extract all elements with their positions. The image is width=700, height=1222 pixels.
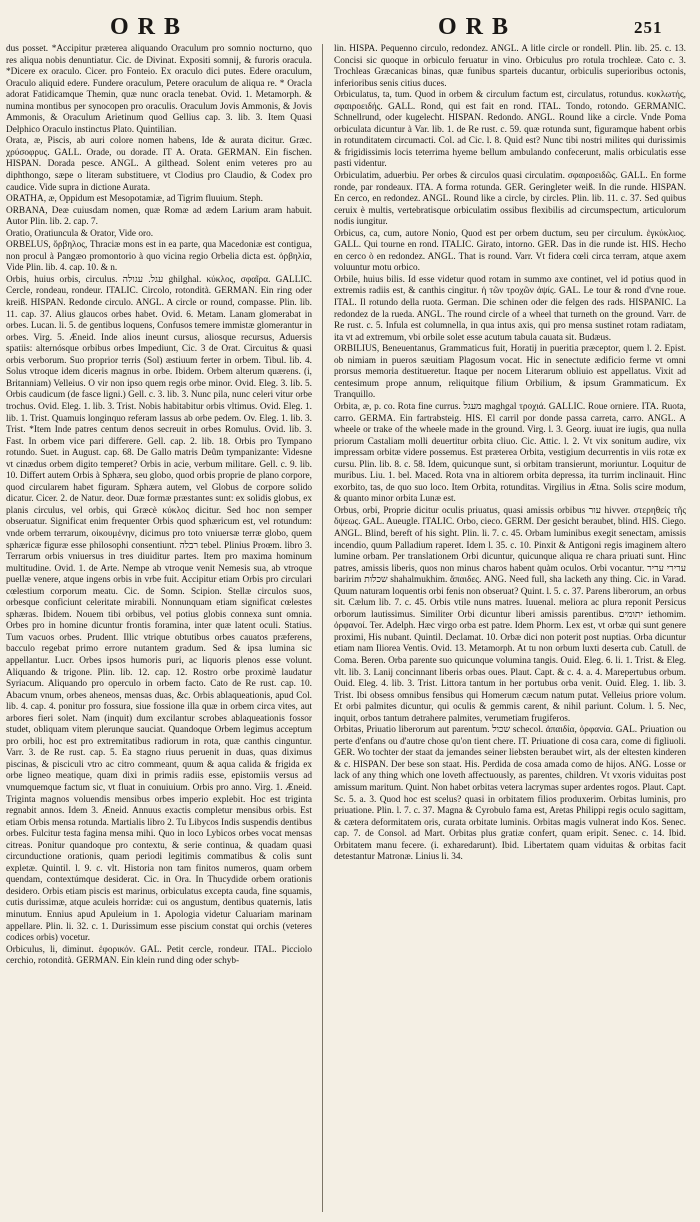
- left-column: [6, 44, 312, 1212]
- entry-orbita: Orbita, æ, p. co. Rota fine currus. מעגל maghgal τροχιά. GALLIC. Roue orniere. ITA. Ruota, carro. GERMA. Ein fartrabsteig. HIS. El carril por donde passa carreta, carro. ANGL. A wheele or trake of the wheele made in the ground. Virg. l. 3. Georg. iuuat ire iugis, qua nulla priorum Castaliam molli deuertitur orbita cliuo. Cic. Attic. l. 2. Vt vix sonitum audire, vix impressam orbitæ videre possemus. Est præterea Orbita, vestigium decurrentis in viis rotæ ex cursu. Plin. lib. 8. c. 58. Idem, quicunque sunt, si orbitam transierunt, moriuntur. Loquitur de muribus. Liu. 1. bel. Maced. Rota vna in altiorem orbita depressa, ita turrim inclinauit. Hinc exorbito, tas, de quo suo loco. Item Orbita, rotunditas. Virgilius in Ætna. Solis scire modum, & quanto minor orbita Lunæ est.: [334, 401, 686, 505]
- entry-orbana: ORBANA, Deæ cuiusdam nomen, quæ Romæ ad ædem Larium aram habuit. Autor Plin. lib. 2. cap. 7.: [6, 205, 312, 228]
- entry-orbiculatim: Orbiculatim, aduerbiu. Per orbes & circulos quasi circulatim. σφαιροειδῶς. GALL. En forme ronde, par rondeaux. ITA. A forma rotunda. GER. Geringleter weiß. In die runde. HISPAN. En cerco, en redondez. ANGL. Round like a circle, by circles. Plin. lib. 11. c. 37. Sed quibus ceruix è multis, vertebratisque orbiculatim ossibus flexibilis ad circumspectum, articulorum nodis iungitur.: [334, 171, 686, 228]
- running-head-left: ORB: [110, 14, 190, 40]
- running-head-right: ORB: [438, 14, 518, 40]
- entry-orbiculus: Orbiculus, li, diminut. ἐφορικόν. GAL. Petit cercle, rondeur. ITAL. Picciolo cerchio, rotondità. GERMAN. Ein klein rund ding oder schyb-: [6, 944, 312, 967]
- right-column: [334, 44, 686, 1212]
- entry-orbicus: Orbicus, ca, cum, autore Nonio, Quod est per orbem ductum, seu per circulum. ἐγκύκλιος. GALL. Qui tourne en rond. ITALIC. Girato, intorno. GER. Das in die runde ist. HIS. Hecho en cerco ò en redondez. ANGL. That is round. Varr. Vt fidera cœli circa terram, atque axem voluuntur motu orbico.: [334, 228, 686, 274]
- entry-oraculum-cont: dus posset. *Accipitur præterea aliquando Oraculum pro somnio nocturno, quo res aliqua nobis denuntiatur. Cic. de Divinat. Expositi somnij, & furoris oracula. *Dicere ex oraculo. Cicer. pro Fonteio. Ex oraculo dici putes. Edere oraculum, Oraculo aliquid edere. Fundere oraculum, Petere oraculum de aliqua re. * Oracla adorat Fatidicamque Themin, quæ nunc oracla tenebat. Ovid. 1. Metamorph. & numina montibus per synocopen pro oraculis. Oraculum Jovis Ammonis, & Jovis Ammonis, & Oraculum Arietinum quod Gellius cap. 3. lib. 3. Item Quasi Delphico Oraculo instinctus Plato. Quintilian.: [6, 44, 312, 135]
- entry-orbilius: ORBILIUS, Beneuentanus, Grammaticus fuit, Horatij in pueritia præceptor, quem l. 2. Epist. ob nimiam in pueros sæuitiam Plagosum vocat. Hic in senectute ædificio ferme vt omni prorsus memoria destitueretur. Itaque per nocem Literarum obliuio est appellatus. Vixit ad centesimum prope annum, reliquitque filium Orbilium, & ipsum Grammaticum. Ex Tranquillo.: [334, 344, 686, 401]
- entry-orbus: Orbus, orbi, Proprie dicitur oculis priuatus, quasi amissis orbibus עור hivver. στερηθείς τῆς ὄψεως. GAL. Aueugle. ITALIC. Orbo, cieco. GERM. Der gesicht beraubet, blind. HIS. Ciego. ANGL. Blind, bereft of his sight. Plin. li. 7. c. 45. Orbam luminibus exegit senectam, amissis incendio, quum Palladium raperet. Idem l. 35. c. 10. Pinxit & Antigoni regis imaginem altero lumine orbam. Per translationem Orbi dicuntur, quicunque aliqua re chara priuati sunt. Hinc patres, amissis liberis, quos non minus charos habent quàm oculos. Orbi vocantur. ערירי עריר baririm שכלות shahalmukhim. ἄπαιδες. ANG. Need full, sha lacketh any thing. Cic. in Varad. Quum naturam loquentis orbi fenis non obseruat? Quint. l. 5. c. 37. Parens liberorum, an orbus sit. Cælum lib. 7. c. 45. Orbis vtile nuns matres. Iuuenal. meliora ac plura reponit Persicus orborum lautissimus. Similiter Orbi dicuntur liberi amissis parentibus. יתומים iethomim. ὀρφανοί. Ter. Adelph. Hæc virgo orba est patre. Idem Phorm. Lex est, vt orbæ qui sunt genere proximi, His nubant. Quintil. Declamat. 10. Orbæ dici non poterit post nuptias. Orba dicuntur etiam nam Iliorea Ventis. Ovid. 13. Metamorph. At tu non orbum luxti deserta cub. Catull. de Coma. Beren. Orba parente suo quicunque volumina tangis. Ouid. Eleg. 6. li. 1. Trist. & Eleg. vlt. lib. 3. Lanij concinnant liberis orbas oues. Plaut. Capt. & c. 4. a. 4. Marepertubus orbum. Ouid. Eleg. 4. lib. 3. Trist. Littora tantum in her portubus orba venit. Ouid. Eleg. 1. lib. 3. Trist. Ibi obsess omnibus fensibus qui Homerum cæcum natum putat. Velleius priore volum. Et orbi palmites dicuntur, qui oculis & gemmis carent, & nihil pariunt. Colum. l. 5. Nec, inquit, orbos tantum detrahere palmites, verumetiam frugiferos.: [334, 505, 686, 724]
- entry-orbile: Orbile, huius bilis. Id esse videtur quod rotam in summo axe continet, vel id potius quod in extremis radiis est, & canthis cingitur. ἡ τῶν τροχῶν ἀψίς. GAL. Le tour & rond d'vne roue. ITAL. Il rotundo della ruota. German. Die schinen oder die felgen des rads. HISPANIC. La redondez de la rueda. ANGL. The round circle of a wheel that turneth on the ground. Varr. de Re rust. c. 5. Infula est columnella, in qua intus axis, qui pro mensa sustinet rotam radiatam, ita vt ad extremum, vbi orbile solet esse acutum tabula cauata sit. Budæus.: [334, 274, 686, 343]
- entry-orbis: Orbis, huius orbis, circulus. עגל. עגולה ghilghal. κύκλος, σφαῖρα. GALLIC. Cercle, rondeau, rondeur. ITALIC. Circolo, rotondità. GERMAN. Ein ring oder kreiß. HISPAN. Redonde circulo. ANGL. A circle or round, compasse. Plin. lib. 11. cap. 37. Alius glaucos orbes habet. Ovid. 6. Metam. Lanam glomerabat in orbes. Lucan. li. 5. de gentibus loquens, Confusos temere immistæ glomerantur in orbes. Virg. 5. Æneid. Inde alios ineunt cursus, aliosque recursus, Aduersis spatiis: alternósque orbibus orbes Impediunt, Cic. 3 de Orat. Circuitus & quasi orbis verborum. Suo proprior terris (Sol) æstiuum ferter in orbem. Tibul. lib. 4. Solus vtroque idem diceris magnus in orbe. Ibidem. Orbem alterum quærens. (i, Britanniam) Velleius. O vir non ipso quem regis orbe minor. Ovid. Eleg. 3. lib. 5. Orbis caudicum (de fasce ligni.) Gell. c. 3. lib. 3. Nunc pila, nunc celeri vitur orbe trochus. Ovid. Eleg. 1. lib. 3. Trist. Nobis habitabitur orbis vltimus. Ovid. Eleg. 1. lib. 1. Trist. Quamuis longinquo referam lassus ab orbe pedem. Ov. Eleg. 1. lib. 3. Trist. *Item Inde patres centum denos secreuit in orbes Romulus. Ovid. lib. 3. Fast. In orbem vice pari differere. Gell. cap. 2. lib. 18. Orbis pro Tympano rotundo. Suet. in August. cap. 68. De Gallo matris Deûm tympanizante: Videsne vt cinædus orbem digito temperet? Orbis in acie, verbum militare. Gell. c. 9. lib. 10. Differt autem Orbis à Sphæra, seu globo, quod orbis proprie de plano corpore, quod circularem habet figuram. Sphæra autem, vel Globus de corpore solido dicatur. Cicer. 2. de Natur. deor. Duæ formæ præstantes sunt: ex solidis globus, ex planis circulus, vel orbis, qui Græcè κύκλος dicitur. Sed hoc non semper obseruatur. Significat enim frequenter Orbis quod sphæricum est, vel rotundum: vnde orbem terrarum, οἰκουμένην, dicimus pro toto vniuersæ terræ globo, quem sphæricæ figuræ esse philosophi consentiunt. רבלה tebel. Plinius Proœm. libro 3. Terrarum orbis vniuersus in tres diuiditur partes. Item pro maxima hominum multitudine. Ovid. 1. de Arte. Nempe ab vtroque venit Nemesis sua, ab vtroque puellæ venere, atque ingens orbis in vrbe fuit. Accipitur etiam Orbis pro circulari cœlestium corporum meatu. Cic. de Somn. Scipion. Stellæ circulos suos, orbesque conficiunt celeritate mirabili. Nonnunquam etiam significat cœlestes sphæras. Ibidem. Nouem tibi orbibus, vel potius globis connexa sunt omnia. Orbes pro in homine dicuntur frontis foramina, inter quæ latent oculi. Statius. Tum vacuos orbes. Prudent. Illic vtrique obtutibus orbes cauatos præferens, bacculo regebat primo errore nutantem gradum. Sed & ipsa lumina sic appellantur. Lucr. Orbes ipsos humoris puri, ac liquoris plenos esse volunt. Aliquando & trigone. Plin. lib. 12. cap. 12. Rostro orbe proximè laudatur Syriacum. Aliquando pro operculo in orbem facto. Cato de Re rust. cap. 10. Abacum vnum, orbes aheneos, mensas duas, &c. Orbis ablaqueationis, apud Col. lib. 4. cap. 4. ponitur pro fossura, siue fossione illa quæ in orbem circa vites, aut arbores fieri solet. Nam (inquit) dum excilantur scrobes ablaqueationis fossor studet, obliquam vitem plerunque sauciat. Quandoque Orbem legimus acceptum pro orbili, hoc est pro extremitatibus radiorum in rota, quæ canthis cinguntur. Varr. 3. de Re rust. cap. 5. Ea stagno riuus peruenit in duas, quas diximus piscinas, & pisciculi vtro ac citro commeant, quum & aqua calida & frigida ex orbe ligneo meatique, quam dixi in primis radiis esse, epistomiis versus ad vnumquemque factum sic, vt fluat in conuiuium. Orbis pro anno. Virg. 1. Æneid. Triginta magnos voluendis mensibus orbes imperio explebit. Hoc est triginta regnabit annos. Idem 3. Æneid. Annuus exactis completur mensibus orbis. Est etiam Orbis mensa rotunda. Martialis libro 2. Tu Libycos Indis suspendis dentibus orbes. Fulcitur testa fagina mensa mihi. Quo in loco Lybicos orbes vocat mensas citreas. Ponitur quandoque pro contextu, & serie continua, & quadam quasi circunductione orationis, quam periodi legitimis commatibus & colis sunt expletæ. Quintil. l. 9. c. vlt. Historia non tam finitos numeros, quam orbem quendam, contextúmque desiderat. Cic. in Ora. In Thucydide orbem orationis desidero. Orbis etiam piscis est marinus, orbiculatus excepta cauda, fine squamis, cutis durissimæ, atque aculeis horridæ: cui os angustum, dentibus quaternis, latis minutum. Ennius apud Apuleium in 1. Apologia videtur Caluariam marinam appellare. Plin. li. 32. c. 1. Durissimum esse piscium constat qui orchis (veteres codices orbis) vocetur.: [6, 274, 312, 944]
- entry-oratha: ORATHA, æ, Oppidum est Mesopotamiæ, ad Tigrim fluuium. Steph.: [6, 194, 263, 205]
- running-head: [0, 14, 700, 42]
- column-divider: [322, 44, 323, 1212]
- entry-orata: Orata, æ, Piscis, ab auri colore nomen habens, Ide & aurata dicitur. Græc. χρύσοφρυς. GALL. Orade, ou dorade. IT A. Orata. GERMAN. Ein fischen. HISPAN. Dorada pesce. ANGL. A gilthead. Solent enim veteres pro au diphthongo, sæpe o literam substituere, vt Clodius pro Claudio, & Codex pro caudice. Vide supra in dictione Aurata.: [6, 136, 312, 193]
- entry-orbitas: Orbitas, Priuatio liberorum aut parentum. שכול schecol. ἀπαιδία, ὀρφανία. GAL. Priuation ou perte d'enfans ou d'autre chose qu'on tient chere. IT. Priuatione di cosa cara, come di figliuoli. GER. Wo tochter der staat da jemandes seiner liebsten beraubet wirt, als der eltesten kinderen & c. HISPAN. Der bese son staat. His. Perdida de cosa amada como de hijos. ANG. Losse or lack of any thing which one loveth affectuously, as parentes, children. Vt vxoris viduitas post amissum maritum. Quint. Non habet orbitas vetera lacrymas super ardentes rogos. Plaut. Capt. Sc. 5. a. 3. Quod hoc est scelus? quasi in orbitatem filios produxerim. Orbitas luminis, pro priuatione. Plin. l. 7. c. 37. Magna & Cyrobulo fama est, Aretas Philippi regis oculo sagittam, & cætera deformitatem oris, curata orbitate luminis. Orbitas magis vulnerat indo Kos. Senec. cap. 7. de Consol. ad Mart. Orbitas plus gratiæ confert, quam eripit. Senec. c. 14. Ibid. Orbitatem manu fecere. (i. exharedarunt). Ibid. Libertatem quam viduitas & orbitas facit detestantur Matronæ. Linius li. 34.: [334, 725, 686, 863]
- entry-oratio: Oratio, Oratiuncula & Orator, Vide oro.: [6, 228, 154, 239]
- entry-orbelus: ORBELUS, ὄρβηλος, Thraciæ mons est in ea parte, qua Macedoniæ est contigua, non procul à Pangæo promontorio à quo vicina regio Orbelia dicta est. ὀρβηλία, Vide Plin. lib. 4. cap. 10. & n.: [6, 240, 312, 274]
- page-number: 251: [634, 18, 663, 37]
- entry-orbiculus-cont: lin. HISPA. Pequenno circulo, redondez. ANGL. A litle circle or rondell. Plin. lib. 25. c. 13. Concisi sic quoque in orbiculo feruatur in vino. Orbiculus pro rotula trochleæ. Cato c. 3. Trochleas Græcanicas binas, quæ funibus sparteis ducantur, orbiculis superioribus octonis, inferioribus senis citius duces.: [334, 44, 686, 89]
- entry-orbiculatus: Orbiculatus, ta, tum. Quod in orbem & circulum factum est, circulatus, rotundus. κυκλωτής, σφαιροειδής. GALL. Rond, qui est fait en rond. ITAL. Tondo, rotondo. GERMANIC. Schnellrund, oder kugelecht. HISPAN. Redondo. ANGL. Round like a circle. Vnde Poma orbiculata dicuntur à Var. lib. 1. de Re rust. c. 59. quæ rotunda sunt, figuramque habent orbis in rotunditatem circumacti. Col. ad Cic. l. 8. Quid est? Nunc tibi nostri milites qui durissimis & frigidissimis locis teterrima hyeme bellum ambulando confecerunt, malis orbiculatis esse pasti videntur.: [334, 90, 686, 170]
